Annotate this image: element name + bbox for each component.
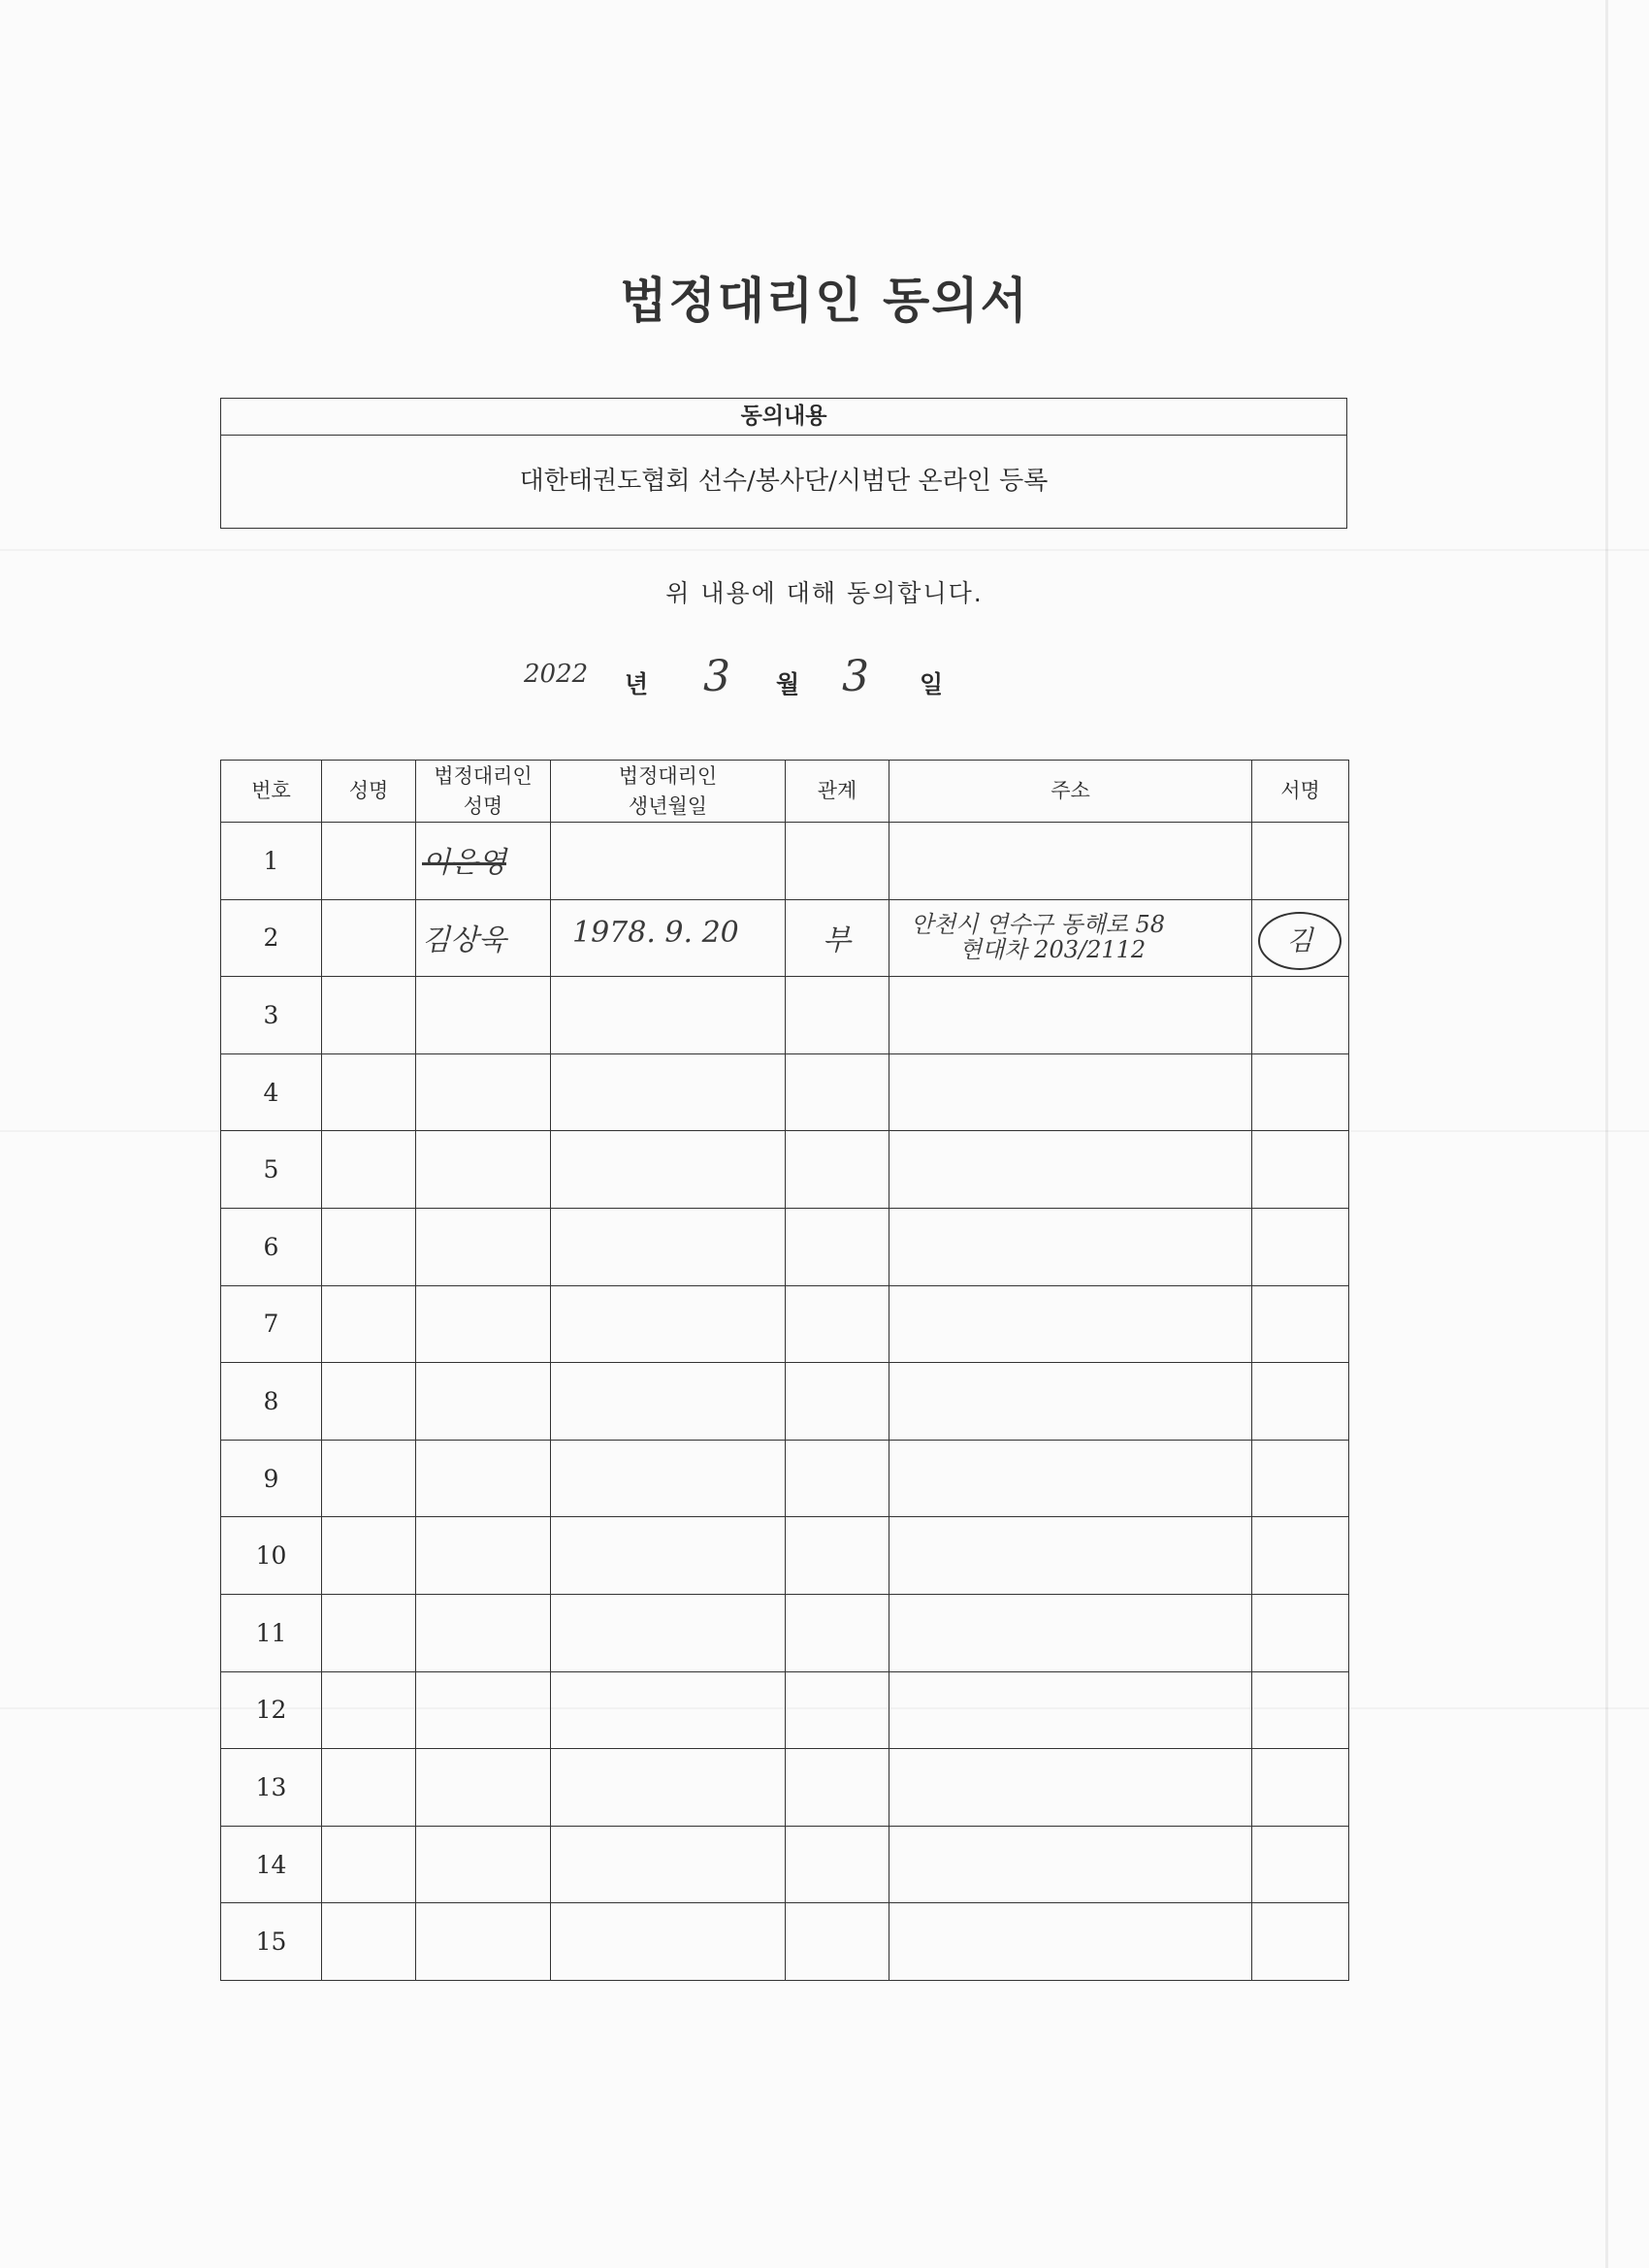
- document-title: 법정대리인 동의서: [620, 273, 1029, 329]
- date-day-value: 3: [842, 652, 869, 701]
- row-address: [889, 1517, 1252, 1595]
- header-name: 성명: [322, 761, 416, 823]
- row-guardian-name: [416, 1517, 551, 1595]
- row-guardian-birth: [551, 1053, 786, 1131]
- row-number: 10: [221, 1517, 322, 1595]
- row-number: 3: [221, 977, 322, 1054]
- row-signature: [1252, 1903, 1349, 1981]
- table-row: [221, 1903, 1349, 1981]
- row-number: 11: [221, 1594, 322, 1671]
- header-address: 주소: [889, 761, 1252, 823]
- row-guardian-name-value: 이은영: [422, 846, 506, 880]
- row-guardian-name: [416, 1903, 551, 1981]
- row-signature: [1252, 1440, 1349, 1517]
- header-guardian-birth: [551, 761, 786, 823]
- row-name: [322, 1517, 416, 1595]
- date-day-label: 일: [920, 670, 944, 698]
- row-guardian-birth: [551, 1749, 786, 1827]
- row-guardian-name: [416, 977, 551, 1054]
- row-guardian-birth: [551, 1826, 786, 1903]
- row-address: [889, 977, 1252, 1054]
- row-guardian-birth: [551, 1671, 786, 1749]
- table-row: [221, 1131, 1349, 1209]
- row-address: [889, 1440, 1252, 1517]
- row-signature: [1252, 1285, 1349, 1363]
- date-year-label: 년: [625, 670, 649, 698]
- row-guardian-name: [416, 1671, 551, 1749]
- row-guardian-birth: [551, 1208, 786, 1285]
- table-row: [221, 1285, 1349, 1363]
- row-name: [322, 1208, 416, 1285]
- table-row: [221, 1517, 1349, 1595]
- row-name: [322, 1594, 416, 1671]
- row-address: [889, 1131, 1252, 1209]
- date-year-value: 2022: [524, 660, 589, 689]
- row-address-value: [911, 912, 1165, 962]
- consent-body: 대한태권도협회 선수/봉사단/시범단 온라인 등록: [519, 467, 1049, 496]
- row-guardian-name: [416, 1826, 551, 1903]
- table-row: [221, 977, 1349, 1054]
- row-signature: [1252, 1053, 1349, 1131]
- row-number: 1: [221, 823, 322, 900]
- row-signature: [1252, 1208, 1349, 1285]
- table-row: [221, 1440, 1349, 1517]
- row-signature: [1252, 977, 1349, 1054]
- row-address: [889, 1903, 1252, 1981]
- row-name: [322, 1903, 416, 1981]
- row-number: 15: [221, 1903, 322, 1981]
- row-number: 8: [221, 1363, 322, 1441]
- header-guardian-name: [416, 761, 551, 823]
- row-guardian-name: [416, 1749, 551, 1827]
- row-name: [322, 1053, 416, 1131]
- scan-edge: [1605, 0, 1608, 2268]
- row-name: [322, 1131, 416, 1209]
- row-relation: [786, 977, 889, 1054]
- row-guardian-name: [416, 1053, 551, 1131]
- row-address-line2: 현대차 203/2112: [959, 935, 1147, 963]
- row-name: [322, 1363, 416, 1441]
- row-relation: [786, 823, 889, 900]
- table-row: [221, 823, 1349, 900]
- row-address: [889, 1208, 1252, 1285]
- row-address: [889, 823, 1252, 900]
- table-row: [221, 1208, 1349, 1285]
- row-relation: [786, 1285, 889, 1363]
- row-name: [322, 1285, 416, 1363]
- row-signature: [1252, 899, 1349, 977]
- table-row: [221, 1594, 1349, 1671]
- header-no: 번호: [221, 761, 322, 823]
- row-guardian-birth: [551, 1285, 786, 1363]
- date-month-value: 3: [703, 652, 730, 701]
- row-number: 9: [221, 1440, 322, 1517]
- row-relation: [786, 1671, 889, 1749]
- row-name: [322, 823, 416, 900]
- row-name: [322, 1826, 416, 1903]
- header-relation: 관계: [786, 761, 889, 823]
- row-guardian-birth: [551, 1440, 786, 1517]
- row-relation: [786, 1826, 889, 1903]
- row-relation: [786, 1517, 889, 1595]
- row-number: 14: [221, 1826, 322, 1903]
- row-guardian-name: [416, 1594, 551, 1671]
- row-signature: [1252, 823, 1349, 900]
- row-guardian-name: [416, 823, 551, 900]
- row-relation: [786, 1208, 889, 1285]
- consent-header: 동의내용: [221, 399, 1346, 436]
- row-name: [322, 1440, 416, 1517]
- table-row: [221, 1363, 1349, 1441]
- row-address: [889, 899, 1252, 977]
- table-row: [221, 1826, 1349, 1903]
- table-row: [221, 899, 1349, 977]
- row-guardian-name: [416, 899, 551, 977]
- row-number: 12: [221, 1671, 322, 1749]
- row-guardian-birth: [551, 1363, 786, 1441]
- row-name: [322, 1749, 416, 1827]
- row-address: [889, 1285, 1252, 1363]
- row-relation: [786, 1903, 889, 1981]
- row-address: [889, 1053, 1252, 1131]
- row-signature: [1252, 1363, 1349, 1441]
- date-month-label: 월: [776, 670, 800, 698]
- row-guardian-birth-value: 1978. 9. 20: [572, 915, 739, 950]
- paper-fold-line: [0, 549, 1649, 551]
- row-number: 6: [221, 1208, 322, 1285]
- table-header-row: [221, 761, 1349, 823]
- row-name: [322, 1671, 416, 1749]
- header-guardian-birth-line2: 생년월일: [628, 794, 708, 818]
- row-signature-seal: 김: [1258, 912, 1342, 970]
- header-guardian-name-line2: 성명: [463, 794, 503, 818]
- row-number: 5: [221, 1131, 322, 1209]
- row-name: [322, 899, 416, 977]
- date-row: [0, 652, 1649, 718]
- row-address-line1: 안천시 연수구 동해로 58: [911, 910, 1166, 938]
- table-row: [221, 1053, 1349, 1131]
- row-name: [322, 977, 416, 1054]
- row-address: [889, 1671, 1252, 1749]
- row-signature: [1252, 1671, 1349, 1749]
- row-signature: [1252, 1131, 1349, 1209]
- table-row: [221, 1671, 1349, 1749]
- row-address: [889, 1594, 1252, 1671]
- table-row: [221, 1749, 1349, 1827]
- row-relation: [786, 899, 889, 977]
- row-guardian-birth: [551, 1517, 786, 1595]
- row-relation: [786, 1053, 889, 1131]
- row-signature: [1252, 1517, 1349, 1595]
- row-guardian-birth: [551, 1131, 786, 1209]
- row-relation: [786, 1131, 889, 1209]
- row-guardian-birth: [551, 1594, 786, 1671]
- agree-sentence: 위 내용에 대해 동의합니다.: [665, 579, 984, 607]
- row-guardian-name: [416, 1363, 551, 1441]
- header-guardian-name-line1: 법정대리인: [434, 763, 533, 788]
- row-address: [889, 1749, 1252, 1827]
- row-guardian-name: [416, 1131, 551, 1209]
- row-relation: [786, 1749, 889, 1827]
- row-number: 7: [221, 1285, 322, 1363]
- row-relation: [786, 1594, 889, 1671]
- row-guardian-name: [416, 1208, 551, 1285]
- consent-box: [220, 398, 1347, 529]
- header-signature: 서명: [1252, 761, 1349, 823]
- row-relation-value: 부: [823, 923, 851, 957]
- row-address: [889, 1826, 1252, 1903]
- row-relation: [786, 1363, 889, 1441]
- row-guardian-birth: [551, 899, 786, 977]
- row-guardian-name-value: 김상욱: [422, 923, 506, 957]
- row-number: 4: [221, 1053, 322, 1131]
- row-number: 13: [221, 1749, 322, 1827]
- header-guardian-birth-line1: 법정대리인: [618, 763, 718, 788]
- row-relation: [786, 1440, 889, 1517]
- row-number: 2: [221, 899, 322, 977]
- row-guardian-name: [416, 1285, 551, 1363]
- row-guardian-birth: [551, 977, 786, 1054]
- row-signature: [1252, 1594, 1349, 1671]
- row-address: [889, 1363, 1252, 1441]
- row-signature: [1252, 1826, 1349, 1903]
- row-guardian-name: [416, 1440, 551, 1517]
- row-signature: [1252, 1749, 1349, 1827]
- row-guardian-birth: [551, 1903, 786, 1981]
- guardian-table: [220, 760, 1349, 1981]
- row-guardian-birth: [551, 823, 786, 900]
